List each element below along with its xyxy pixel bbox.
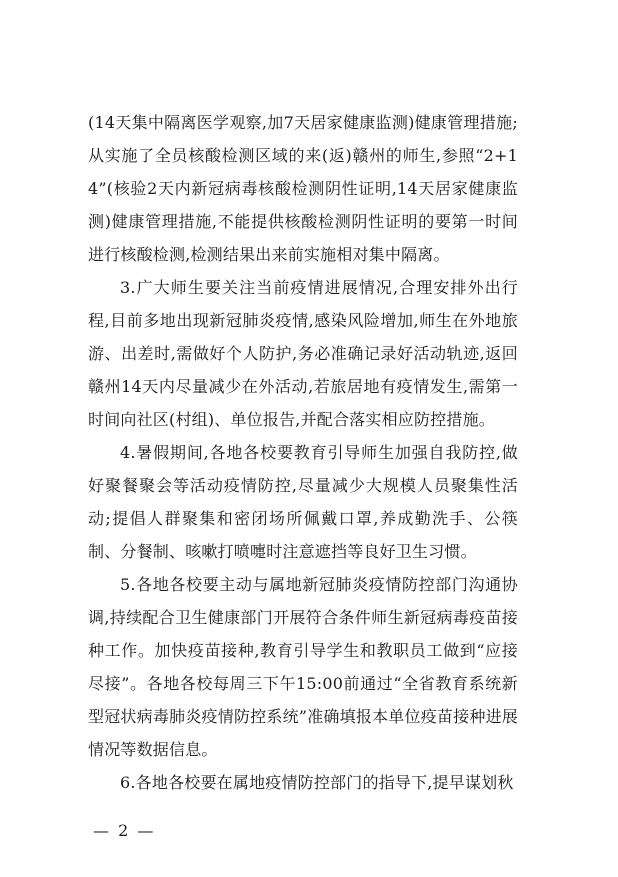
paragraph-item-3: 3.广大师生要关注当前疫情进展情况,合理安排外出行程,目前多地出现新冠肺炎疫情,感染风险增加,师生在外地旅游、出差时,需做好个人防护,务必准确记录好活动轨迹,返回赣州14天内尽量减少在外活动,若旅居地有疫情发生,需第一时间向社区(村组)、单位报告,并配合落实相应防控措施。 xyxy=(88,278,518,429)
document-body xyxy=(88,106,518,799)
paragraph-item-4: 4.暑假期间,各地各校要教育引导师生加强自我防控,做好聚餐聚会等活动疫情防控,尽量减少大规模人员聚集性活动;提倡人群聚集和密闭场所佩戴口罩,养成勤洗手、公筷制、分餐制、咳嗽打喷嚏时注意遮挡等良好卫生习惯。 xyxy=(88,443,518,561)
page-number: — 2 — xyxy=(93,821,156,840)
paragraph-continuation: (14天集中隔离医学观察,加7天居家健康监测)健康管理措施;从实施了全员核酸检测区域的来(返)赣州的师生,参照“2+14”(核验2天内新冠病毒核酸检测阴性证明,14天居家健康监测)健康管理措施,不能提供核酸检测阴性证明的要第一时间进行核酸检测,检测结果出来前实施相对集中隔离。 xyxy=(88,113,518,264)
paragraph-item-6: 6.各地各校要在属地疫情防控部门的指导下,提早谋划秋 xyxy=(120,773,514,792)
paragraph-item-5: 5.各地各校要主动与属地新冠肺炎疫情防控部门沟通协调,持续配合卫生健康部门开展符合条件师生新冠病毒疫苗接种工作。加快疫苗接种,教育引导学生和教职员工做到“应接尽接”。各地各校每周三下午15:00前通过“全省教育系统新型冠状病毒肺炎疫情防控系统”准确填报本单位疫苗接种进展情况等数据信息。 xyxy=(88,575,518,759)
